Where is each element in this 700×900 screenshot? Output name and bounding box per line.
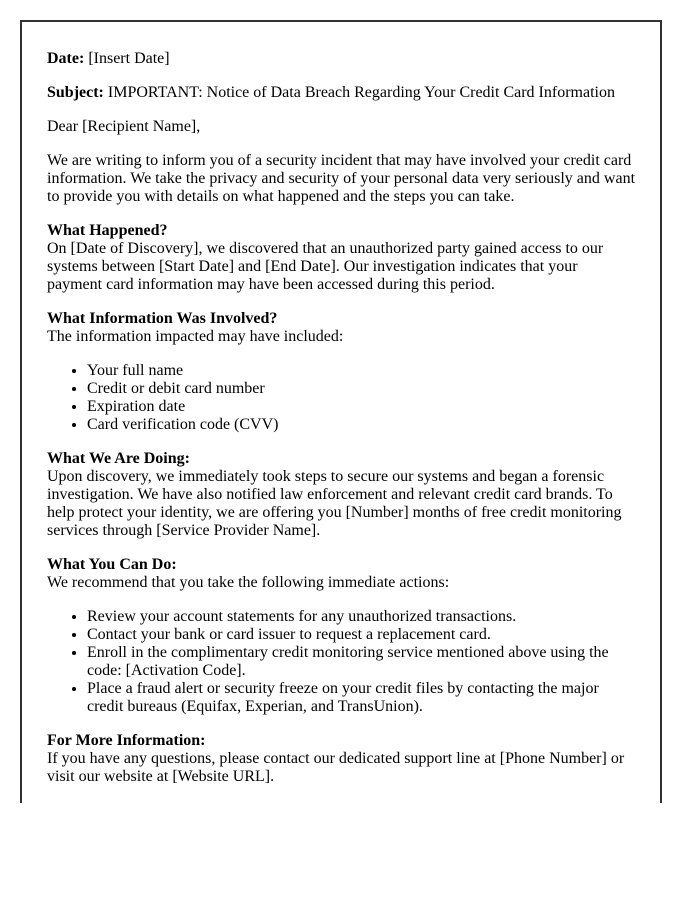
salutation: Dear [Recipient Name], <box>47 118 201 135</box>
list-item: • Expiration date <box>87 398 635 416</box>
section-heading: For More Information: <box>47 732 206 749</box>
date-line <box>47 50 635 68</box>
section-what-you-can-do <box>47 556 635 592</box>
section-for-more-information <box>47 732 635 786</box>
list-item: • Your full name <box>87 362 635 380</box>
recommended-actions-list <box>47 608 635 716</box>
list-item: • Enroll in the complimentary credit monitoring service mentioned above using the code: [Activation Code]. <box>87 644 635 680</box>
section-heading: What You Can Do: <box>47 556 177 573</box>
section-what-we-are-doing <box>47 450 635 540</box>
intro-paragraph: We are writing to inform you of a security incident that may have involved your credit card information. We take the privacy and security of your personal data very seriously and want to provide you with details on what happened and the steps you can take. <box>47 152 636 205</box>
list-item: • Contact your bank or card issuer to request a replacement card. <box>87 626 635 644</box>
section-information-involved <box>47 310 635 346</box>
section-heading: What We Are Doing: <box>47 450 190 467</box>
section-body: We recommend that you take the following immediate actions: <box>47 574 450 591</box>
list-item: • Credit or debit card number <box>87 380 635 398</box>
section-what-happened <box>47 222 635 294</box>
date-value: [Insert Date] <box>88 50 170 67</box>
section-body: If you have any questions, please contact our dedicated support line at [Phone Number] or visit our website at [Website URL]. <box>47 750 625 785</box>
list-item: • Place a fraud alert or security freeze on your credit files by contacting the major credit bureaus (Equifax, Experian, and TransUnion). <box>87 680 635 716</box>
letter-page <box>20 20 662 803</box>
subject-value: IMPORTANT: Notice of Data Breach Regarding Your Credit Card Information <box>107 84 615 101</box>
list-item: • Card verification code (CVV) <box>87 416 635 434</box>
subject-line <box>47 84 635 102</box>
date-label: Date: <box>47 50 85 67</box>
section-body: Upon discovery, we immediately took steps to secure our systems and began a forensic investigation. We have also notified law enforcement and relevant credit card brands. To help protect your identity, we are offering you [Number] months of free credit monitoring services through [Service Provider Name]. <box>47 468 622 539</box>
subject-label: Subject: <box>47 84 104 101</box>
list-item: • Review your account statements for any unauthorized transactions. <box>87 608 635 626</box>
involved-info-list <box>47 362 635 434</box>
section-body: On [Date of Discovery], we discovered that an unauthorized party gained access to our systems between [Start Date] and [End Date]. Our investigation indicates that your payment card information may have been accessed during this period. <box>47 240 604 293</box>
section-heading: What Information Was Involved? <box>47 310 278 327</box>
section-body: The information impacted may have included: <box>47 328 344 345</box>
section-heading: What Happened? <box>47 222 168 239</box>
